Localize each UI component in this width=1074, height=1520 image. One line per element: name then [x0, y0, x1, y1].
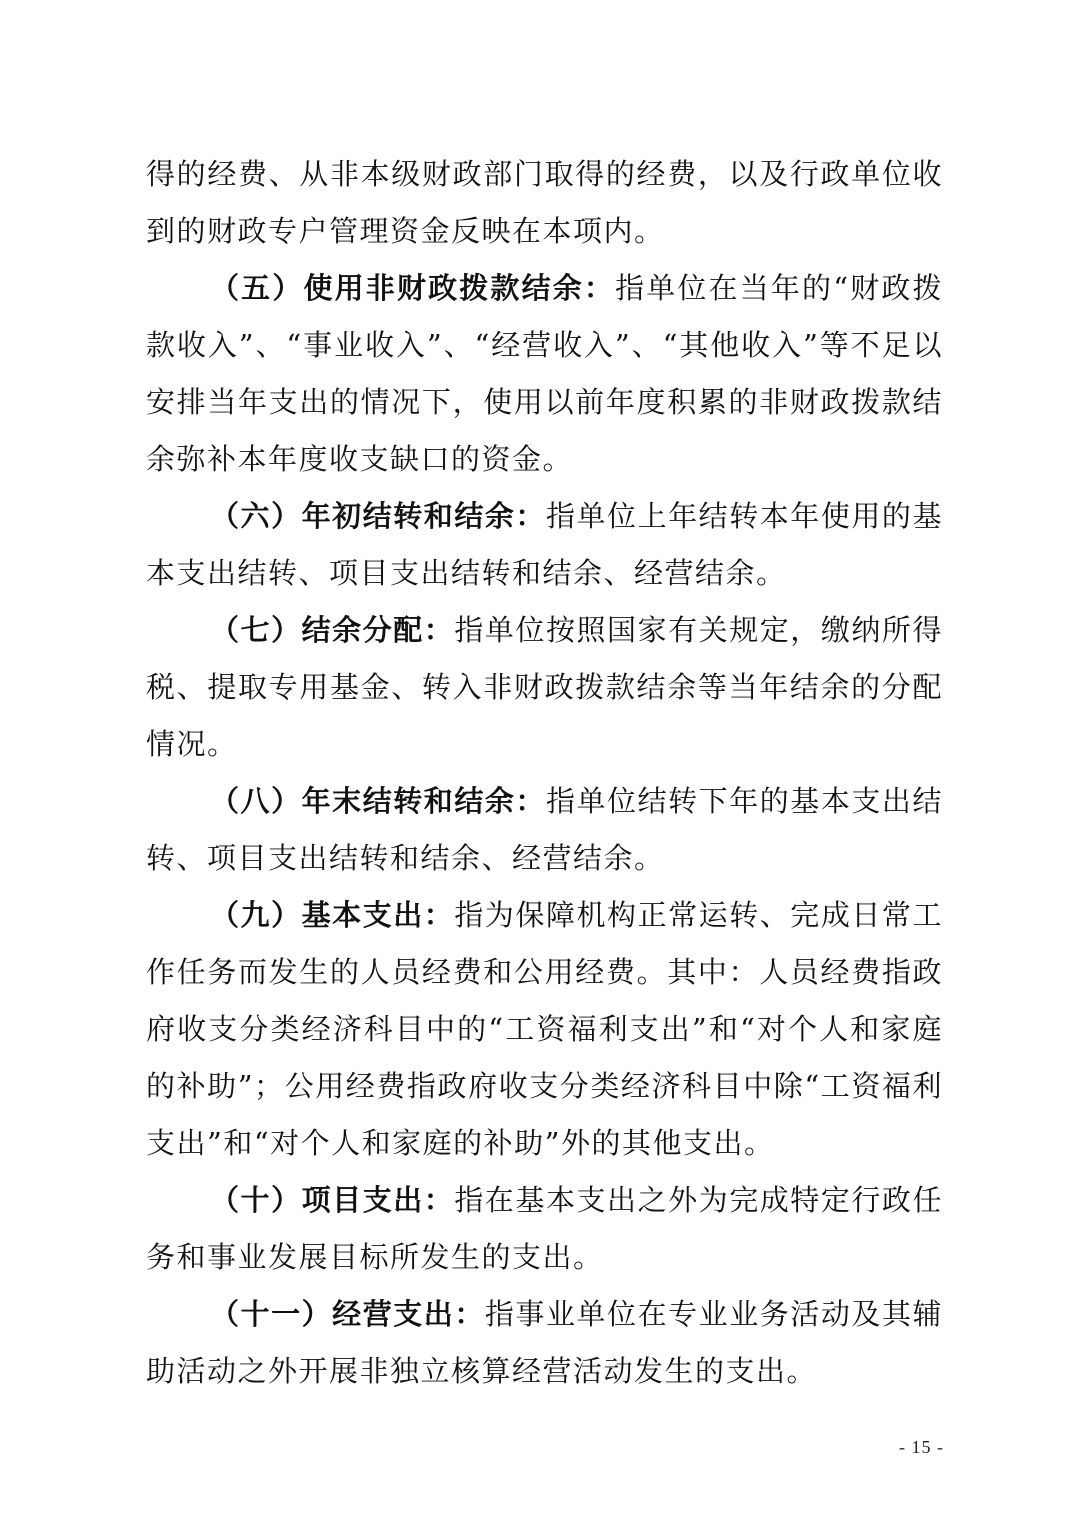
- paragraph-heading: （五）使用非财政拨款结余：: [210, 271, 616, 305]
- document-body: [146, 146, 943, 1400]
- paragraph-text: 指为保障机构正常运转、完成日常工作任务而发生的人员经费和公用经费。其中：人员经费指政府收支分类经济科目中的“工资福利支出”和“对个人和家庭的补助”；公用经费指政府收支分类经济科目中除“工资福利支出”和“对个人和家庭的补助”外的其他支出。: [146, 898, 943, 1160]
- paragraph-text: 指在基本支出之外为完成特定行政任务和事业发展目标所发生的支出。: [146, 1183, 943, 1274]
- paragraph-heading: （七）结余分配：: [210, 613, 455, 647]
- paragraph-heading: （八）年末结转和结余：: [210, 784, 546, 818]
- paragraph-item-5: [146, 260, 943, 488]
- paragraph-text: 指单位上年结转本年使用的基本支出结转、项目支出结转和结余、经营结余。: [146, 499, 943, 590]
- paragraph-text: 指单位按照国家有关规定，缴纳所得税、提取专用基金、转入非财政拨款结余等当年结余的分配情况。: [146, 613, 943, 761]
- paragraph-item-7: [146, 602, 943, 773]
- paragraph-heading: （九）基本支出：: [210, 898, 455, 932]
- paragraph-text: 指事业单位在专业业务活动及其辅助活动之外开展非独立核算经营活动发生的支出。: [146, 1297, 943, 1388]
- paragraph-continuation: [146, 146, 943, 260]
- paragraph-text: 得的经费、从非本级财政部门取得的经费，以及行政单位收到的财政专户管理资金反映在本项内。: [146, 157, 943, 248]
- paragraph-item-6: [146, 488, 943, 602]
- paragraph-item-8: [146, 773, 943, 887]
- paragraph-item-10: [146, 1172, 943, 1286]
- paragraph-item-9: [146, 887, 943, 1172]
- page-number: - 15 -: [899, 1437, 944, 1457]
- paragraph-item-11: [146, 1286, 943, 1400]
- paragraph-heading: （十）项目支出：: [210, 1183, 455, 1217]
- paragraph-text: 指单位结转下年的基本支出结转、项目支出结转和结余、经营结余。: [146, 784, 943, 875]
- paragraph-text: 指单位在当年的“财政拨款收入”、“事业收入”、“经营收入”、“其他收入”等不足以安排当年支出的情况下，使用以前年度积累的非财政拨款结余弥补本年度收支缺口的资金。: [146, 271, 943, 476]
- paragraph-heading: （十一）经营支出：: [210, 1297, 485, 1331]
- paragraph-heading: （六）年初结转和结余：: [210, 499, 546, 533]
